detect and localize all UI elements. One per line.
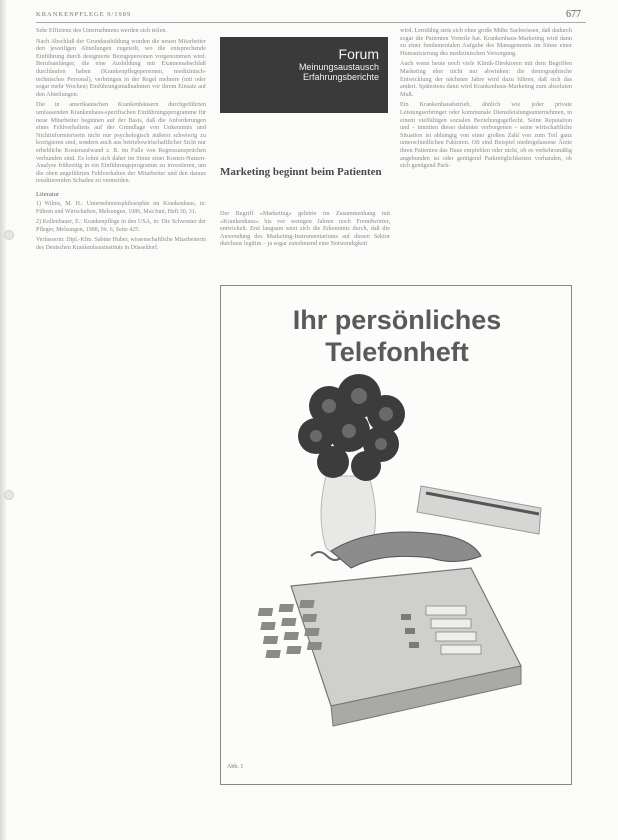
forum-banner bbox=[220, 37, 388, 113]
paragraph: Nach Abschluß der Grundausbildung wurden die neuen Mitarbeiter den jeweiligen Abteilungen zugeteilt, wo die entsprechende Einführung durch designierte Bezugspersonen vorgenommen wird. Berufsanfänger, die eine Ausbildung mit Examensabschluß durchlaufen haben (Krankenpflegepersonen, medizinisch-technisches Personal), verbringen in der Regel mehrere (mit oder sogar mehr Wochen) Einführungsmaßnahmen vor ihrem Einsatz auf den Abteilungen. bbox=[36, 37, 206, 98]
paragraph: Auch wenn heute noch viele Klinik-Direktoren mit dem Begriffen Marketing eher nicht nur abwinken: die demographische Entwicklung der nächsten Jahre wird dazu führen, daß sich das andert. Spätestens dann wird Krankenhaus-Marketing zum absoluten Muß. bbox=[400, 60, 572, 98]
paragraph: wird. Lernfähig stets sich ohne große Mühe Sachwissen, daß dadurch sogar die Patienten Vorteile hat. Krankenhaus-Marketing wird dann zu einer fundamentalen Aufgabe des Managements im Sinne einer Humanisierung des medizinischen Versorgung. bbox=[400, 27, 573, 57]
scan-edge bbox=[0, 0, 6, 840]
forum-subtitle: Erfahrungsberichte bbox=[302, 72, 379, 82]
paragraph: Der Begriff »Marketing« gehörte im Zusammenhang mit »Krankenhaus« bis vor wenigen Jahren noch Fremdwörter, entwickelt. Erst langsam setzt sich die Erkenntnis durch, daß die Anwendung des Marketing-Instrumentariums auf diesen Sektor durchaus legitim – ja sogar zunehmend eine Notwendigkeit bbox=[220, 210, 390, 248]
reference-item: 2) Kellenbauer, E.: Krankenpflege in den USA, in: Die Schwester der Pfleger, Melsungen, 1988, Nr. 6, Seite 425. bbox=[36, 219, 206, 233]
reference-item: 1) Wilms, M. H.: Unternehmensphilosophie im Krankenhaus, in: Führen und Wirtschaften, Melsungen, 1986, Mai/Juni, Heft 30, 31. bbox=[36, 201, 206, 215]
figure-caption: Abb. 1 bbox=[227, 764, 244, 770]
forum-subtitle: Meinungsaustausch bbox=[298, 62, 379, 72]
author-note: Verfasserin: Dipl.-Kfm. Sabine Huber, wissenschaftliche Mitarbeiterin des Deutschen Krankenhausinstituts in Düsseldorf. bbox=[36, 237, 206, 251]
paragraph: Die in amerikanischen Krankenhäusern durchgeführten umfassenden Krankenhaus-spezifischen Einführungsprogramme für neue Mitarbeiter beginnen auf der Basis, daß die Anforderungen eines Fehlverhaltens auf der Grundlage von Unkenntnis und Nichtinformiertsein nicht nur psychologisch äußerst schwierig zu korrigieren sind, sondern auch aus betriebswirtschaftlicher Sicht nur erhebliche Kostenaufwand z. B. im Falle von Regressansprüchen verbunden sind. Es lohnt sich daher im Sinne einer Kosten-Nutzen-Analyse frühzeitig in ein Einführungsprogramm zu investieren, um die oben angeführten Fehlverhalten der Mitarbeiter und den daraus resultierenden Schaden zu vermeiden. bbox=[36, 101, 206, 185]
advertisement bbox=[220, 285, 572, 785]
page-number: 677 bbox=[566, 9, 581, 20]
article-title: Marketing beginnt beim Patienten bbox=[220, 166, 382, 178]
punch-hole bbox=[4, 490, 14, 500]
running-header: KRANKENPFLEGE 9/1989 bbox=[36, 11, 132, 18]
header-rule bbox=[36, 22, 586, 23]
column-left bbox=[36, 27, 206, 255]
column-right bbox=[400, 27, 572, 173]
paragraph: Ein Krankenhausbetrieb, ähnlich wie jeder private Leistungserbringer oder kommunale Dienstleistungsunternehmen, in einem vielfältigen sozialen Beziehungsgeflecht. Seine Reputation und – inmitten dieser dahinter verborgenen – seine wirtschaftliche Situation ist abhängig von einer großen Zahl von zum Teil ganz unterschiedlichen Faktoren. Oft sind Beispiel niedergelassene Ärzte ihren Patienten das Haus empfehlen oder nicht, ob es verkehrsmäßig angebunden ist oder genügend Parkmöglichkeiten vorhanden, ob sich genügend Park- bbox=[400, 101, 572, 170]
paragraph: Sehr Effizienz des Unternehmens werden sich teilen. bbox=[36, 27, 167, 34]
ad-headline-line: Telefonheft bbox=[325, 337, 469, 367]
ad-headline bbox=[221, 304, 572, 368]
references-heading: Literatur bbox=[36, 190, 60, 198]
forum-title: Forum bbox=[338, 46, 379, 62]
column-middle bbox=[220, 210, 390, 251]
punch-hole bbox=[4, 230, 14, 240]
ad-headline-line: Ihr persönliches bbox=[292, 305, 502, 335]
